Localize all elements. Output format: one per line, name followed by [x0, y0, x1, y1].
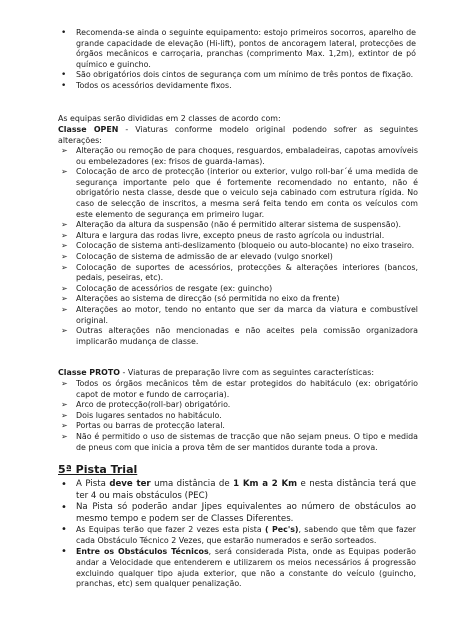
text-run: e nesta distância terá que ter 4 ou mais obstáculos (PEC) — [76, 479, 416, 501]
list-item: ➢ Colocação de acessórios de resgate (ex: guincho) — [58, 284, 418, 295]
class-open-text: - Viaturas conforme modelo original podendo sofrer as seguintes alterações: — [58, 125, 418, 145]
class-proto-list — [58, 379, 418, 453]
class-open-intro — [58, 125, 418, 146]
bold-run: deve ter — [109, 479, 151, 489]
text-run: uma distância de — [150, 479, 234, 489]
class-open-label: Classe OPEN — [58, 125, 119, 134]
list-item: ➢ Alterações ao sistema de direcção (só permitida no eixo da frente) — [58, 294, 418, 305]
list-item: ➢ Arco de protecção(roll-bar) obrigatório. — [58, 400, 418, 411]
text-run: , será considerada Pista, onde as Equipas poderão andar a Velocidade que entenderem e utilizarem os meios necessários á progressão excluindo qualquer tipo ajuda exterior, que não a constante do veículo (guincho, pranchas, etc) sem qualquer penalização. — [76, 546, 416, 589]
list-item: ➢ Dois lugares sentados no habitáculo. — [58, 411, 418, 422]
list-item: ➢ Colocação de sistema de admissão de ar elevado (vulgo snorkel) — [58, 252, 418, 263]
bold-run: Entre os Obstáculos Técnicos — [76, 546, 209, 556]
list-item: ➢ Colocação de suportes de acessórios, protecções & alterações interiores (bancos, pedais, peseiras, etc). — [58, 263, 418, 284]
list-item: • Recomenda-se ainda o seguinte equipamento: estojo primeiros socorros, aparelho de grande capacidade de elevação (Hi-lift), pontos de ancoragem lateral, protecções de órgãos mecânicos e carroçaria, pranchas (comprimento Max. 1,2m), extintor de pó químico e guincho. — [58, 28, 416, 70]
pista-trial-list — [58, 479, 416, 590]
text-run: , sabendo que têm que fazer cada Obstáculo Técnico 2 Vezes, que estarão numerados e serão sorteados. — [76, 525, 416, 546]
list-item: ➢ Colocação de arco de protecção (interior ou exterior, vulgo roll-bar´é uma medida de segurança importante pelo que é fortemente recomendado no entanto, não é obrigatório nesta classe, desde que o veiculo seja cabinado com estrutura rígida. No caso de selecção de inscritos, a mesma será feita tendo em conta os veículos com este elemento de segurança em primeiro lugar. — [58, 167, 418, 220]
class-proto-label: Classe PROTO — [58, 368, 120, 377]
bold-run: 1 Km a 2 Km — [233, 479, 298, 489]
class-open-list — [58, 146, 418, 347]
text-run: As Equipas terão que fazer 2 vezes esta pista — [76, 525, 265, 535]
list-item: • São obrigatórios dois cintos de segurança com um mínimo de três pontos de fixação. — [58, 70, 416, 81]
class-proto-text: - Viaturas de preparação livre com as seguintes características: — [119, 368, 374, 377]
list-item: ➢ Colocação de sistema anti-deslizamento (bloqueio ou auto-blocante) no eixo traseiro. — [58, 241, 418, 252]
list-item: ➢ Alteração ou remoção de para choques, resguardos, embaladeiras, capotas amovíveis ou embelezadores (ex: frisos de guarda-lamas). — [58, 146, 418, 167]
list-item: ➢ Altura e largura das rodas livre, excepto pneus de rasto agrícola ou industrial. — [58, 231, 418, 242]
list-item: • Na Pista só poderão andar Jipes equivalentes ao número de obstáculos ao mesmo tempo e podem ser de Classes Diferentes. — [58, 502, 416, 525]
list-item — [58, 479, 416, 502]
equipment-bullet-list — [58, 28, 416, 92]
class-proto-intro — [58, 368, 418, 379]
text-run: A Pista — [76, 479, 110, 489]
list-item: ➢ Alterações ao motor, tendo no entanto que ser da marca da viatura e combustível original. — [58, 305, 418, 326]
list-item: ➢ Todos os órgãos mecânicos têm de estar protegidos do habitáculo (ex: obrigatório capot de motor e fundo de carroçaria). — [58, 379, 418, 400]
bold-run: ( Pec's) — [264, 525, 299, 535]
list-item: ➢ Portas ou barras de protecção lateral. — [58, 421, 418, 432]
list-item: ➢ Não é permitido o uso de sistemas de tracção que não sejam pneus. O tipo e medida de pneus com que inicia a prova têm de ser mantidos durante toda a prova. — [58, 432, 418, 453]
list-item — [58, 525, 416, 547]
list-item: ➢ Alteração da altura da suspensão (não é permitido alterar sistema de suspensão). — [58, 220, 418, 231]
list-item: ➢ Outras alterações não mencionadas e não aceites pela comissão organizadora implicarão mudança de classe. — [58, 326, 418, 347]
section-heading: 5ª Pista Trial — [58, 463, 138, 476]
list-item: • Todos os acessórios devidamente fixos. — [58, 81, 416, 92]
division-intro: As equipas serão divididas em 2 classes de acordo com: — [58, 114, 281, 123]
list-item — [58, 547, 416, 590]
